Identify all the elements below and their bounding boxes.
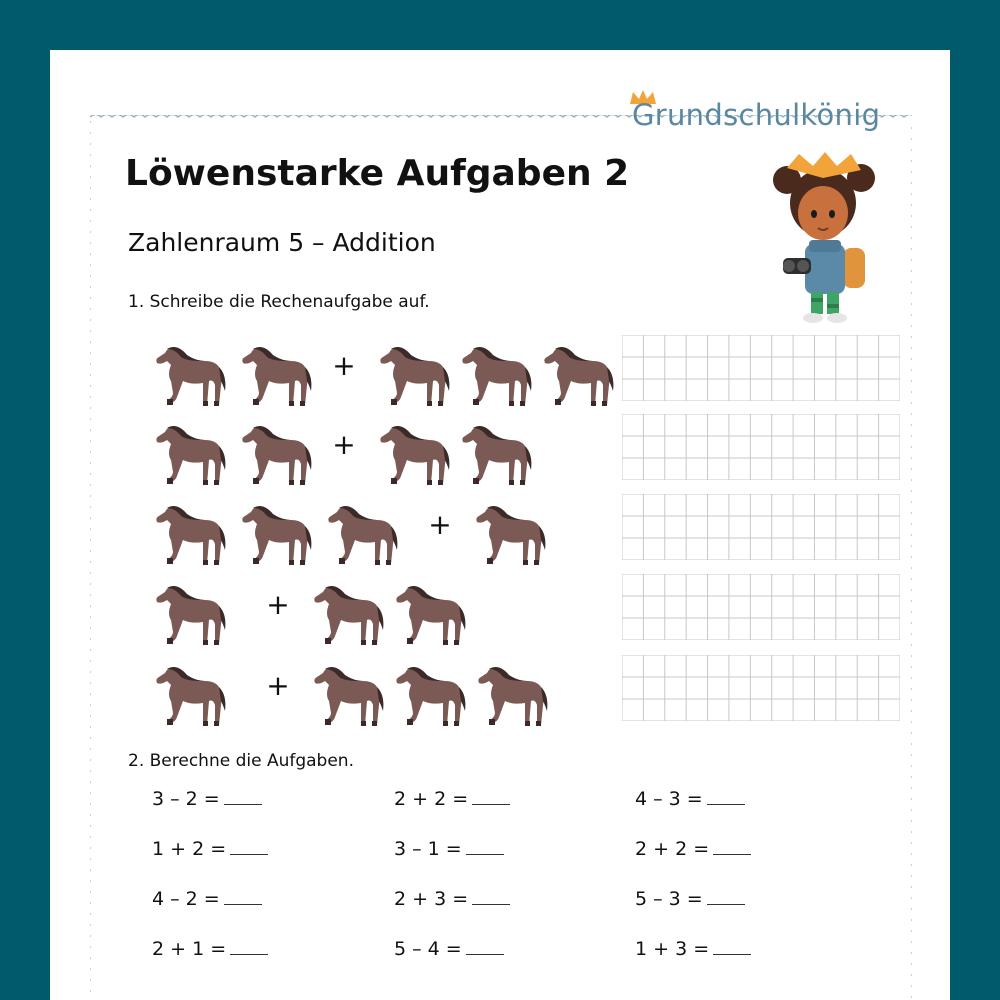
equation [394,938,504,960]
answer-blank[interactable] [472,888,510,905]
plus-sign: + [266,588,290,621]
task-1-heading: 1. Schreibe die Rechenaufgabe auf. [128,292,430,312]
horse-icon [147,335,227,407]
task-1-row [50,414,950,494]
answer-blank[interactable] [466,938,504,955]
plus-sign: + [266,669,290,702]
equation [152,788,262,810]
plus-sign: + [332,428,356,461]
equation-text: 3 – 2 = [152,788,220,810]
answer-blank[interactable] [472,788,510,805]
horse-icon [305,574,385,646]
equation-text: 4 – 3 = [635,788,703,810]
horse-icon [453,335,533,407]
equation [394,788,510,810]
equation [635,788,745,810]
worksheet-page [50,50,950,1000]
plus-sign: + [428,508,452,541]
answer-blank[interactable] [713,938,751,955]
horse-icon [371,414,451,486]
equation-text: 1 + 2 = [152,838,227,860]
answer-blank[interactable] [707,888,745,905]
page-subtitle: Zahlenraum 5 – Addition [128,228,436,257]
equation-text: 5 – 4 = [394,938,462,960]
horse-icon [469,655,549,727]
horse-icon [387,655,467,727]
horse-icon [305,655,385,727]
equation [152,888,262,910]
horse-icon [147,655,227,727]
task-1-row [50,494,950,574]
answer-blank[interactable] [224,788,262,805]
equation-text: 2 + 2 = [635,838,710,860]
equation [394,888,510,910]
horse-icon [233,494,313,566]
horse-icon [233,335,313,407]
horse-icon [233,414,313,486]
answer-blank[interactable] [230,938,268,955]
answer-blank[interactable] [707,788,745,805]
equation [152,838,268,860]
task-1-row [50,574,950,654]
answer-grid[interactable] [622,335,900,401]
equation-text: 3 – 1 = [394,838,462,860]
task-2-heading: 2. Berechne die Aufgaben. [128,751,354,771]
answer-grid[interactable] [622,655,900,721]
horse-icon [535,335,615,407]
answer-blank[interactable] [230,838,268,855]
equation-text: 1 + 3 = [635,938,710,960]
equation-text: 2 + 3 = [394,888,469,910]
answer-blank[interactable] [713,838,751,855]
horse-icon [147,574,227,646]
equation-text: 2 + 2 = [394,788,469,810]
horse-icon [467,494,547,566]
horse-icon [387,574,467,646]
answer-blank[interactable] [466,838,504,855]
answer-blank[interactable] [224,888,262,905]
equation [635,888,745,910]
equation [152,938,268,960]
equation-text: 5 – 3 = [635,888,703,910]
answer-grid[interactable] [622,574,900,640]
equation [635,938,751,960]
answer-grid[interactable] [622,494,900,560]
answer-grid[interactable] [622,414,900,480]
girl-explorer-illustration [765,148,885,328]
equation-text: 2 + 1 = [152,938,227,960]
horse-icon [147,494,227,566]
horse-icon [147,414,227,486]
page-title: Löwenstarke Aufgaben 2 [125,153,630,194]
task-1-row [50,655,950,735]
plus-sign: + [332,349,356,382]
horse-icon [319,494,399,566]
brand-logo [628,88,928,138]
brand-name: Grundschulkönig [632,98,881,132]
equation [394,838,504,860]
horse-icon [453,414,533,486]
equation-text: 4 – 2 = [152,888,220,910]
task-1-row [50,335,950,415]
equation [635,838,751,860]
horse-icon [371,335,451,407]
